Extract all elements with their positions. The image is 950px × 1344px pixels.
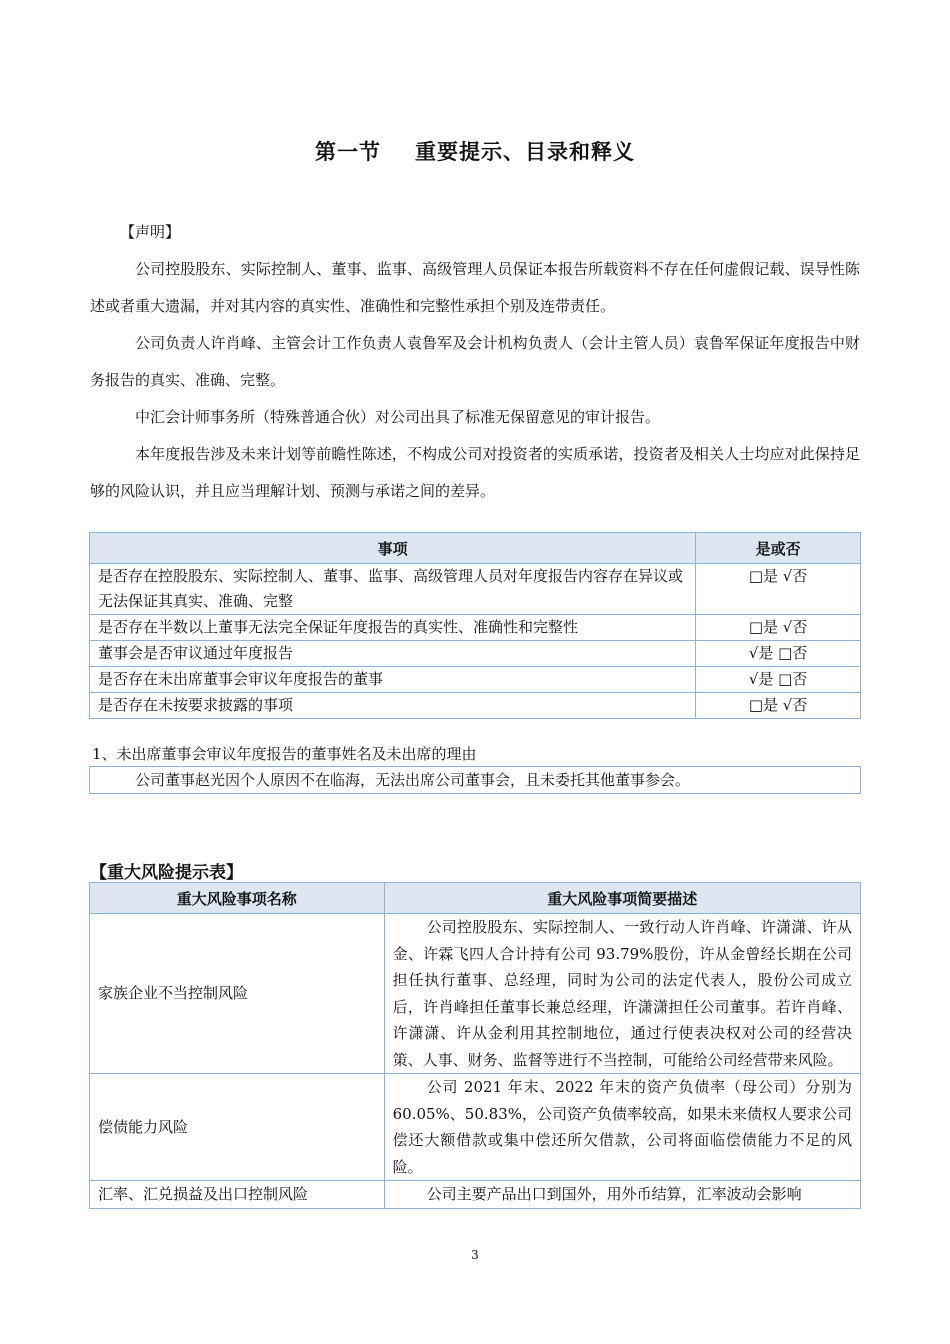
declaration-heading: 【声明】	[120, 223, 181, 241]
table-row	[90, 1074, 861, 1181]
risk-name-cell: 家族企业不当控制风险	[90, 914, 385, 1074]
answer-cell: √是 □否	[696, 641, 861, 667]
declaration-paragraph: 公司控股股东、实际控制人、董事、监事、高级管理人员保证本报告所载资料不存在任何虚假记载、误导性陈述或者重大遗漏，并对其内容的真实性、准确性和完整性承担个别及连带责任。	[90, 260, 860, 315]
table-row	[90, 641, 861, 667]
risk-table	[89, 882, 861, 1209]
declaration-paragraph: 公司负责人许肖峰、主管会计工作负责人袁鲁军及会计机构负责人（会计主管人员）袁鲁军保证年度报告中财务报告的真实、准确、完整。	[90, 334, 860, 389]
column-header-yes-no: 是或否	[696, 533, 861, 564]
risk-name-cell: 汇率、汇兑损益及出口控制风险	[90, 1181, 385, 1209]
answer-cell: □是 √否	[696, 615, 861, 641]
section-number: 第一节	[315, 140, 381, 164]
declaration-paragraph: 本年度报告涉及未来计划等前瞻性陈述，不构成公司对投资者的实质承诺，投资者及相关人士均应对此保持足够的风险认识，并且应当理解计划、预测与承诺之间的差异。	[90, 445, 860, 500]
table-header-row	[90, 883, 861, 914]
table-row	[90, 1181, 861, 1209]
table-row	[90, 693, 861, 719]
risk-table-title: 【重大风险提示表】	[90, 863, 243, 883]
declaration	[90, 214, 860, 510]
table-header-row	[90, 533, 861, 564]
column-header-risk-name: 重大风险事项名称	[90, 883, 385, 914]
declaration-paragraph: 中汇会计师事务所（特殊普通合伙）对公司出具了标准无保留意见的审计报告。	[135, 408, 661, 426]
item-cell: 是否存在未出席董事会审议年度报告的董事	[90, 667, 696, 693]
answer-cell: √是 □否	[696, 667, 861, 693]
table-row	[90, 564, 861, 615]
column-header-item: 事项	[90, 533, 696, 564]
table-row	[90, 667, 861, 693]
absent-directors-reason: 公司董事赵光因个人原因不在临海，无法出席公司董事会，且未委托其他董事参会。	[89, 766, 861, 794]
item-cell: 是否存在未按要求披露的事项	[90, 693, 696, 719]
risk-description-cell: 公司控股股东、实际控制人、一致行动人许肖峰、许潇潇、许从金、许霖飞四人合计持有公司 93.79%股份，许从金曾经长期在公司担任执行董事、总经理，同时为公司的法定代表人，股份公司成立后，许肖峰担任董事长兼总经理，许潇潇担任公司董事。若许肖峰、许潇潇、许从金利用其控制地位，通过行使表决权对公司的经营决策、人事、财务、监督等进行不当控制，可能给公司经营带来风险。	[384, 914, 860, 1074]
risk-description-cell: 公司 2021 年末、2022 年末的资产负债率（母公司）分别为 60.05%、50.83%，公司资产负债率较高，如果未来债权人要求公司偿还大额借款或集中偿还所欠借款，公司将面临偿债能力不足的风险。	[384, 1074, 860, 1181]
risk-name-cell: 偿债能力风险	[90, 1074, 385, 1181]
item-cell: 是否存在半数以上董事无法完全保证年度报告的真实性、准确性和完整性	[90, 615, 696, 641]
absent-directors-heading: 1、未出席董事会审议年度报告的董事姓名及未出席的理由	[92, 745, 477, 763]
page-number: 3	[471, 1248, 479, 1262]
answer-cell: □是 √否	[696, 693, 861, 719]
risk-description-cell: 公司主要产品出口到国外，用外币结算，汇率波动会影响	[384, 1181, 860, 1209]
section-title: 重要提示、目录和释义	[415, 140, 635, 164]
table-row	[90, 914, 861, 1074]
item-cell: 是否存在控股股东、实际控制人、董事、监事、高级管理人员对年度报告内容存在异议或无法保证其真实、准确、完整	[90, 564, 696, 615]
column-header-risk-description: 重大风险事项简要描述	[384, 883, 860, 914]
page-title	[0, 136, 950, 166]
item-cell: 董事会是否审议通过年度报告	[90, 641, 696, 667]
table-row	[90, 615, 861, 641]
confirmation-table	[89, 532, 861, 719]
answer-cell: □是 √否	[696, 564, 861, 615]
